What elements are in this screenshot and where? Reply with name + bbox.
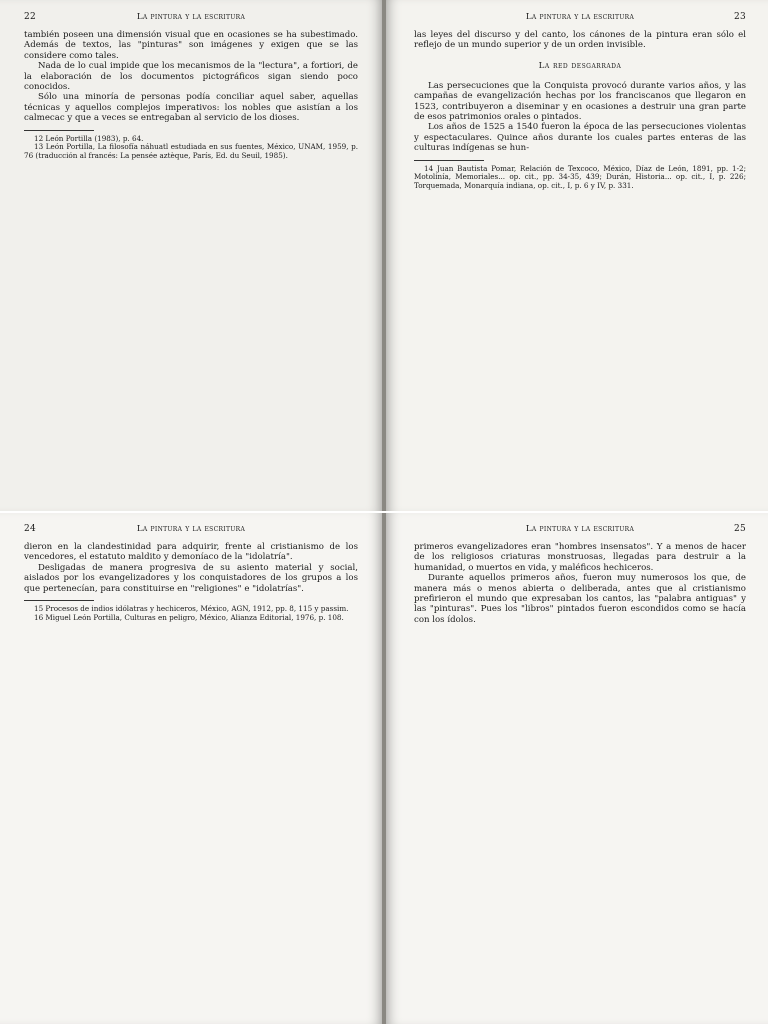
running-head: La pintura y la escritura <box>525 12 635 22</box>
gutter-shadow <box>384 0 386 512</box>
paragraph: Sólo una minoría de personas podía conciliar aquel saber, aquellas técnicas y aquellos complejos imperativos: los nobles que asistían a los calmecac y que a veces se entregaban al servicio de los dioses. <box>24 92 358 124</box>
page-header <box>24 12 358 22</box>
page-25 <box>384 512 768 1024</box>
page-body <box>24 30 358 124</box>
paragraph: Desligadas de manera progresiva de su asiento material y social, aislados por los evangelizadores y los conquistadores de los grupos a los que pertenecían, para constituirse en "religiones" e "idolatrías". <box>24 562 358 594</box>
paragraph: Durante aquellos primeros años, fueron muy numerosos los que, de manera más o menos abierta o deliberada, antes que al cristianismo prefirieron el mundo que expresaban los cantos, las "palabra antiguas" y las "pinturas". Pues los "libros" pintados fueron escondidos como se hacía con los ídolos. <box>414 573 746 625</box>
footnotes <box>24 605 358 622</box>
paragraph: Las persecuciones que la Conquista provocó durante varios años, y las campañas de evangelización hechas por los franciscanos que llegaron en 1523, contribuyeron a diseminar y en ocasiones a destruir una gran parte de esos patrimonios orales o pintados. <box>414 80 746 123</box>
paragraph: primeros evangelizadores eran "hombres insensatos". Y a menos de hacer de los religiosos criaturas monstruosas, llegadas para destruir a la humanidad, o muertos en vida, y maléficos hechiceros. <box>414 542 746 573</box>
footnote-rule <box>24 130 94 131</box>
paragraph: también poseen una dimensión visual que en ocasiones se ha subestimado. Además de textos, las "pinturas" son imágenes y exigen que se las considere como tales. <box>24 30 358 61</box>
page-body <box>414 81 746 154</box>
footnote: 13 León Portilla, La filosofía náhuatl estudiada en sus fuentes, México, UNAM, 1959, p. 76 (traducción al francés: La pensée aztèque, París, Ed. du Seuil, 1985). <box>24 142 358 160</box>
section-title: La red desgarrada <box>538 60 622 71</box>
running-head: La pintura y la escritura <box>136 524 246 534</box>
page-body <box>24 542 358 594</box>
footnote-rule <box>24 600 94 601</box>
footnote-rule <box>414 160 484 161</box>
footnote: 15 Procesos de indios idólatras y hechiceros, México, AGN, 1912, pp. 8, 115 y passim. <box>34 604 349 614</box>
paragraph: dieron en la clandestinidad para adquirir, frente al cristianismo de los vencedores, el estatuto maldito y demoníaco de la "idolatría". <box>24 542 358 563</box>
page-header <box>24 524 358 534</box>
bottom-spread <box>0 512 768 1024</box>
page-body <box>414 542 746 625</box>
footnote: 12 León Portilla (1983), p. 64. <box>34 133 144 143</box>
gutter-shadow <box>384 512 386 1024</box>
page-24 <box>0 512 384 1024</box>
running-head: La pintura y la escritura <box>136 12 246 22</box>
page-header <box>414 524 746 534</box>
page-22 <box>0 0 384 512</box>
paragraph: Nada de lo cual impide que los mecanismos de la "lectura", a fortiori, de la elaboración de los documentos pictográficos sigan siendo poco conocidos. <box>24 61 358 93</box>
footnote: 16 Miguel León Portilla, Culturas en peligro, México, Alianza Editorial, 1976, p. 108. <box>34 612 344 622</box>
page-23 <box>384 0 768 512</box>
page-body <box>414 30 746 51</box>
scan-divider <box>0 511 768 513</box>
paragraph: las leyes del discurso y del canto, los cánones de la pintura eran sólo el reflejo de un mundo superior y de un orden invisible. <box>414 30 746 51</box>
page-number: 24 <box>24 524 37 534</box>
footnotes <box>24 135 358 161</box>
page-number: 25 <box>733 524 746 534</box>
paragraph: Los años de 1525 a 1540 fueron la época de las persecuciones violentas y espectaculares. Quince años durante los cuales partes enteras de las culturas indígenas se hun- <box>414 122 746 154</box>
page-number: 22 <box>24 12 37 22</box>
page-header <box>414 12 746 22</box>
footnote: 14 Juan Bautista Pomar, Relación de Texcoco, México, Díaz de León, 1891, pp. 1-2; Motolinía, Memoriales... op. cit., pp. 34-35, 439; Durán, Historia... op. cit., I, p. 226; Torquemada, Monarquía indiana, op. cit., I, p. 6 y IV, p. 331. <box>414 163 746 190</box>
running-head: La pintura y la escritura <box>525 524 635 534</box>
page-number: 23 <box>733 12 746 22</box>
footnotes <box>414 165 746 191</box>
